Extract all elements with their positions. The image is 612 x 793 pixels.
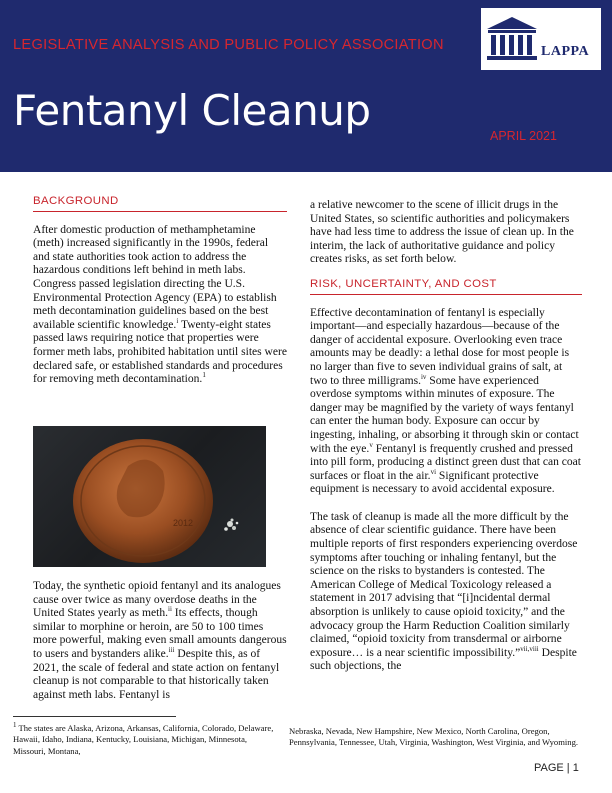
coin-date: 2012 <box>173 518 194 528</box>
penny-icon <box>33 426 266 567</box>
risk-paragraph-2: The task of cleanup is made all the more difficult by the absence of clear scientific guidance. There have been multiple reports of first responders experiencing overdose symptoms after touching or inhaling fentanyl, but the science on the risks to bystanders is contested. The American College of Medical Toxicology released a statement in 2017 advising that “[i]ncidental dermal absorption is unlikely to cause opioid toxicity,” and the advocacy group the Harm Reduction Coalition similarly claimed, “opioid toxicity from transdermal or airborne exposure… is a near scientific impossibility.”$^{vii,viii}$ Despite such objections, the <box>310 510 578 673</box>
footnote-left: $^1$ The states are Alaska, Arizona, Arkansas, California, Colorado, Delaware, Hawaii, Idaho, Indiana, Kentucky, Louisiana, Michigan, Minnesota, Missouri, Montana, <box>13 721 274 756</box>
header-banner <box>0 0 612 172</box>
left-column-lower <box>33 580 287 702</box>
lappa-logo <box>481 8 601 70</box>
page-title: Fentanyl Cleanup <box>13 86 371 135</box>
building-columns-icon <box>485 15 539 63</box>
publication-date: APRIL 2021 <box>490 129 557 143</box>
background-paragraph: After domestic production of methamphetamine (meth) increased significantly in the 1990s, federal and state authorities took action to address the hazardous conditions left behind in meth labs. Congress passed legislation directing the U.S. Environmental Protection Agency (EPA) to establish meth decontamination guidelines based on the best available scientific knowledge.$^i$ Twenty-eight states passed laws requiring notice that properties were former meth labs, prohibited habitation until sites were declared safe, or established standards and procedures for removing meth decontamination.$^1$ <box>33 223 287 386</box>
penny-fentanyl-photo <box>33 426 266 567</box>
footnote-divider <box>13 716 176 717</box>
continuation-paragraph: a relative newcomer to the scene of illicit drugs in the United States, so scientific authorities and policymakers have had less time to address the issue of clean up. In the interim, the lack of authoritative guidance and policy creates risks, as set forth below. <box>310 199 574 266</box>
footnote-right: Nebraska, Nevada, New Hampshire, New Mexico, North Carolina, Oregon, Pennsylvania, Tennessee, Utah, Virginia, Washington, West Virginia, and Wyoming. <box>289 726 579 748</box>
left-column <box>33 195 287 387</box>
today-paragraph: Today, the synthetic opioid fentanyl and its analogues cause over twice as many overdose deaths in the United States yearly as meth.$^{ii}$ Its effects, though similar to morphine or heroin, are 50 to 100 times more powerful, making even small amounts dangerous to users and bystanders alike.$^{iii}$ Despite this, as of 2021, the scale of federal and state action on fentanyl cleanup is not comparable to that historically taken against meth labs. Fentanyl is <box>33 580 287 701</box>
page-number: PAGE | 1 <box>534 762 579 774</box>
logo-text: LAPPA <box>541 44 590 59</box>
risk-paragraph-1: Effective decontamination of fentanyl is especially important—and especially hazardous—because of the danger of accidental exposure. Overlooking even trace amounts may be deadly: a lethal dose for most people is no larger than five to seven individual grains of salt, at two to three milligrams.$^{iv}$ Some have experienced overdose symptoms within minutes of exposure. The danger may be magnified by the variety of ways fentanyl can enter the human body. Exposure can occur by ingesting, inhaling, or absorbing it through skin or contact with the eye.$^v$ Fentanyl is frequently crushed and pressed into pill form, producing a distinct green dust that can coat surfaces or float in the air.$^{vi}$ Significant protective equipment is necessary to avoid accidental exposure. <box>310 306 581 496</box>
right-column <box>310 199 582 674</box>
org-name: LEGISLATIVE ANALYSIS AND PUBLIC POLICY ASSOCIATION <box>13 37 444 53</box>
risk-heading: RISK, UNCERTAINTY, AND COST <box>310 278 582 295</box>
background-heading: BACKGROUND <box>33 195 287 212</box>
